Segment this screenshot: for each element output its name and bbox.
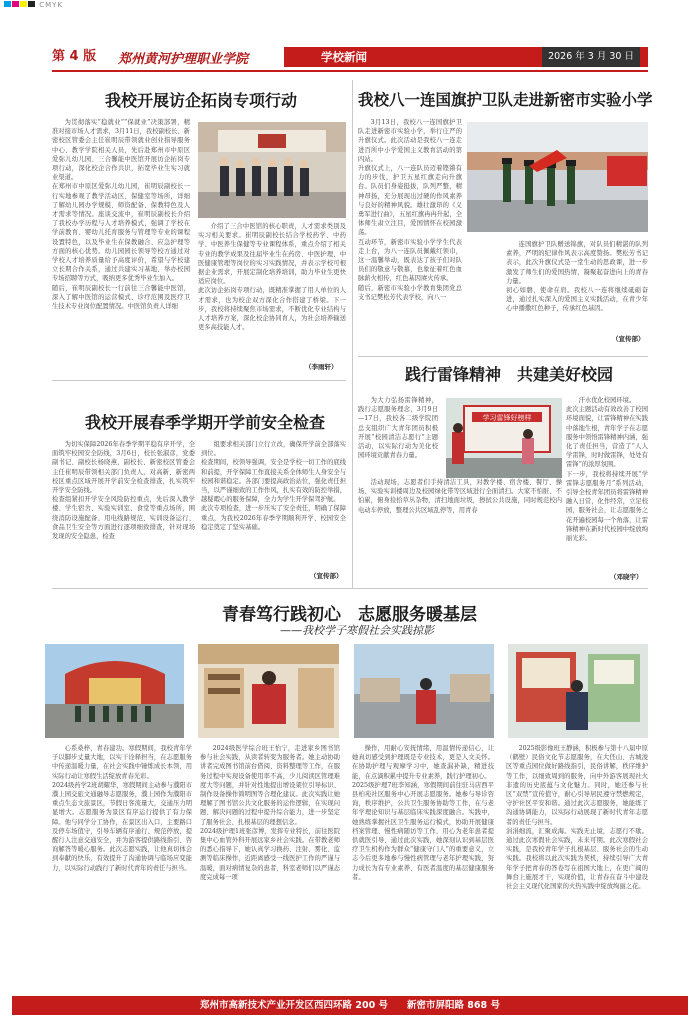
photo-leifeng-image <box>446 398 562 478</box>
photo-volunteer-2-image <box>198 644 339 738</box>
article-body-leifeng-col1b <box>358 478 562 578</box>
paragraph: 介绍了三合中医馆的核心职责，人才需求类别及实习相关要求。崔明辰副校长结合学校药学、中药学、中医养生保健等专业课程体系，重点介绍了相关专业的教学成果及往届毕业生在药房、中医护理、中医健康管理等岗位的实习实践情况，并表示学校可根据企业需求，开展定制化培养培训，助力毕业生更快适应岗位。 此次访企拓岗专项行动，既精准掌握了用人单位的人才需求，也为校企双方深化合作搭建了桥梁。下一步，我校将持续聚焦市场需求，不断优化专业结构与人才培养方案，深化校企协同育人，为社会培养输送更多高技能人才。 <box>198 223 346 332</box>
article-body-volunteer-col1 <box>52 744 192 992</box>
paragraph: 2024级医学综合班王怡宁，走进家乡图书馆参与社会实践，从读者转变为服务者。她主动协助讲者完成图书馆前台借阅、资料整理等工作，在服务过程中实现设备使用率不高，少儿阅读区管理难度大等问题，并针对性地提出增设架位引导标识、制作设备操作简明图等合理化建议。此次实践让她理解了图书馆公共文化服务的运作逻辑，在实现问题、解决问题的过程中提升综合能力，进一步坚定了服务社会、扎根基层的理想信念。 2024级护理1班张彦博，发挥专业特长，前往医院集中心血管外科开展远家乡社会实践。在带教老师的悉心指导下，她认真学习换药、注射、雾化、监测等临床操作，近距离感受一线医护工作的严谨与温暖，面对病情复杂的患者，科室老师们以严谨态度完成每一项 <box>200 745 340 881</box>
paragraph: 2025级影像班王静涵，积极参与第十八届中原（鹤壁）民俗文化节志愿服务，在大伾山、古城浚区等重点园位做好路线指引，民俗讲解，秩序维护等工作，以细致周到的服务，向中外游客展现社火非遗的历史底蕴与文化魅力。同时，她还参与社区“双禁”宣传值守，耐心引导居民遵守禁燃规定，守护社区平安和谐。通过此次志愿服务，她能练了沟通协调能力，以实际行动展现了新时代青年志愿者的责任与担当。 涓涓细流，汇聚成海。实践无止境，志愿行不歇。通过此次寒假社会实践，未来可期。此次寒假社会实践，是我校青年学子扎根基层、服务社会的生动实践。我校将以此次实践为契机，持续引导广大青年学子把青春的答卷写在祖国大地上，在更广阔的舞台上施展才干，实现价值，让青春在奋斗中建设社会主义现代化国家的火热实践中绽放绚丽之花。 <box>506 745 648 891</box>
article-body-volunteer-col3 <box>352 744 494 992</box>
photo-volunteer-1-image <box>45 644 184 738</box>
registration-mark-label: CMYK <box>39 1 64 9</box>
article-subtitle-volunteer: ——我校学子寒假社会实践掠影 <box>280 624 434 637</box>
article-body-volunteer-col2 <box>200 744 340 992</box>
signature-leifeng: （邓晓宇） <box>610 573 643 581</box>
issue-date: 2026 年 3 月 30 日 <box>542 47 640 67</box>
paragraph: 心系桑梓，青春建功。寒假期间，我校青年学子以脚步丈量大地，以实干诠释担当，在志愿服务中传递温暖力量，在社会实践中锤炼成长本领，用实际行动让寒假生活绽放青春光彩。 2024级药学2班胡耀华，寒假期间主动参与濮阳市濮上园交旅文通融导志愿服务，濮上园作为濮阳市重点生态文旅景区，节假日客流量大，交通压力明显增大。志愿服务为景区有序运行提供了有力保障。他与同学分工协作，在景区出入口，主要路口及停车场值守，引导车辆有序通行、规范停放，提醒行人注意交通安全，并为游客提供路线指引、咨询解答等暖心服务。此次志愿实践，让他真切体会到奉献的快乐，有效提升了沟通协调与临场应变能力，以实际行动践行了新时代青年的责任与担当。 <box>52 745 192 872</box>
paragraph: 操作，用耐心安抚情绪，用温情传递信心，让她真切感受到护理既是专业技术，更是人文关怀。在协助护理与观摩学习中，她查漏补缺，精进技能，在点滴积累中提升专业素养，践行护理初心。 2025级护理7班李知涵，寒假期间前往驻马店西平县柏苑社区服务中心开展志愿服务。她参与导诊咨询，秩序维护，公共卫生服务协助等工作，在与老年学理论知识与基层临床实践深度融合。实践中，她熟练掌握社区卫生服务运行模式，协助开展健康档案管理、慢性病随访等工作，用心为老年患者提供就医引导、通过此次实践，她深刻认识到基层医疗卫生机构作为群众“健康守门人”的重要意义，立志今后更多地参与慢性病管理与老年护理实践，努力成长为有专业素养、有医者温度的基层健康服务者。 <box>352 745 494 881</box>
article-title-safety: 我校开展春季学期开学前安全检查 <box>85 413 326 432</box>
photo-flag-guard-image <box>467 122 648 232</box>
photo-volunteer-4 <box>508 644 648 738</box>
article-body-safety-col1 <box>52 440 195 582</box>
paragraph: 连国旗护卫队赠送锦旗，对队员们精湛的队列素养，严明的纪律作风表示高度赞扬。樊松芳书记表示，此次升旗仪式是一堂生动的思政课，进一步激发了师生们的爱国热情，凝聚起奋进向上的青春力量。 初心如磐，使命在肩。我校八一连将继续砥砺奋进，通过扎实深入的爱国主义实践活动，在青少年心中播撒红色种子，传承红色基因。 <box>506 241 648 313</box>
paper-name: 郑州黄河护理职业学院 <box>118 52 249 67</box>
article-body-flag-col1 <box>358 118 462 350</box>
footer-address: 郑州市高新技术产业开发区西四环路 200 号 新密市屏阳路 868 号 <box>12 996 688 1015</box>
article-body-leifeng-col2 <box>566 396 648 574</box>
registration-mark <box>4 1 63 9</box>
photo-visit-image <box>198 122 346 218</box>
paragraph: 为切实保障2026年春季学期平稳有序开学，全面筑牢校园安全防线，3月6日，校长张淑彦，党委副书记、副校长杨晓燕，副校长、新密校区管委会主任崔明辰带领相关部门负责人，对高新、新密两校区重点区域开展开学前安全检查排查，扎实筑牢开学安全防线。 检查组紧扣开学安全风险防控重点，先后深入教学楼、学生宿舍、实验实训室、食堂等重点场所，围绕消防设施配备、用电线路规范、实训设备运行、食品卫生安全等方面进行逐项细致排查，针对现场发现的安全隐患，检查 <box>52 441 195 541</box>
photo-volunteer-4-image <box>508 644 648 738</box>
channel-label: 学校新闻 <box>321 50 367 64</box>
divider <box>52 380 346 381</box>
article-title-flag: 我校八一连国旗护卫队走进新密市实验小学 <box>358 90 653 109</box>
paragraph: 组要求相关部门立行立改，确保开学前全部落实到位。 检查期间，校领导强调，安全是学校一切工作的底线和前提，开学保障工作直接关系全体师生人身安全与校园和谐稳定。各部门要提高政治站位，强化责任担当，以严谨细致的工作作风，扎实有效的防控举措，越疑暇心的服务保障，全力为学生开学保驾护航。 此次专项检查，进一步压实了安全责任，明确了保障重点，为我校2026年春季学期顺利开学、校园安全稳定奠定了坚实基础。 <box>201 441 346 531</box>
photo-volunteer-2 <box>198 644 339 738</box>
photo-flag-guard <box>467 122 648 232</box>
poster-text: 学习雷锋好榜样 <box>482 414 532 422</box>
article-body-visit-col2 <box>198 222 346 368</box>
paragraph: 为贯彻落实“稳就业”“保就业”决策部署，精准对接市场人才需求，3月11日，我校副校长、新密校区管委会主任崔明辰带领就业创业指导服务中心、教学学院相关人员，先后赴郑州市中原区爱弥儿幼儿园、三合馨能中医馆开展访企拓岗专项行动，深化校企合作共识，拓宽毕业生实习就业渠道。 在郑州市中原区爱弥儿幼儿园，崔明辰副校长一行实地参观了教学活动区、保健室等场所，详细了解幼儿园办学规模、师资配备、保教特色及人才需求等情况。座谈交流中，崔明辰副校长介绍了我校办学历程与人才培养模式，强调了学校在学前教育、婴幼儿托育服务与管理等专业的课程设置特色，以及毕业生在保教融合、应急护理等方面的核心优势。幼儿园园长领导等校方通过对学校人才培养质量给予高度评价，希望与学校建立长期合作关系，通过共建实习基地、举办校园专场招聘等方式，吸纳更多优秀毕业生加入。 随后，崔明辰副校长一行前往三合馨能中医馆，深入了解中医馆的运营模式、诊疗范围及医疗卫生技术专业岗位配置情况。中医馆负责人详细 <box>52 119 190 311</box>
article-body-visit-col1 <box>52 118 190 373</box>
paragraph: 3月13日，我校八一连国旗护卫队走进新密市实验小学，举行庄严的升旗仪式。此次活动是我校八一连走进百所中小学爱国主义教育活动的第四站。 升旗仪式上，八一连队员迈着铿锵有力的步伐，护卫五星红旗走向升旗台。队员们身姿挺拔，队列严整，精神昂扬，充分展现出过硬的作风素养与良好的精神风貌。雄壮激昂的《义勇军进行曲》，五星红旗冉冉升起，全体师生肃立注目，爱国情怀在校园激荡。 互动环节，新密市实验小学学生代表走上台，为八一连队员佩戴红领巾，这一温馨举动，既表达了孩子们对队员们的敬意与敬慕，也象征着红色血脉薪火相传，红色基因赓火传承。 随后，新密市实验小学教育集团党总支书记樊松芳代表学校，向八一 <box>358 119 462 301</box>
photo-volunteer-1 <box>45 644 184 738</box>
photo-visit <box>198 122 346 218</box>
divider <box>358 356 648 357</box>
article-title-leifeng: 践行雷锋精神 共建美好校园 <box>405 365 614 384</box>
column-divider <box>352 80 353 588</box>
page-label: 第 4 版 <box>52 49 97 64</box>
photo-volunteer-3-image <box>354 644 494 738</box>
divider <box>52 588 648 589</box>
paragraph: 活动现场，志愿者们手持清洁工具，对教学楼、宿舍楼、餐厅、操场、实验实训楼周边及校园绿化带等区域进行全面清扫。大家不怕脏、不怕累，俯身捡拾草丛杂物，清扫地面垃圾，擦拭公共设施，同时规范校内电动车停放，整理公共区域乱停等，用青春 <box>358 479 562 514</box>
signature-flag: （宣传部） <box>612 335 645 343</box>
photo-volunteer-3 <box>354 644 494 738</box>
article-title-volunteer: 青春笃行践初心 志愿服务暖基层 <box>222 605 477 625</box>
article-body-safety-col2 <box>201 440 346 573</box>
article-body-volunteer-col4 <box>506 744 648 992</box>
masthead-rule <box>52 70 648 72</box>
article-title-visit: 我校开展访企拓岗专项行动 <box>105 91 298 110</box>
paragraph: 汗水优化校园环境。 此次主题活动有效改善了校园环境面貌，让雷锋精神在实践中落地生根，青年学子在志愿服务中领悟雷锋精神内涵，强化了责任担当，营造了“人人学雷锋，时时做雷锋，处处有雷锋”的浓厚氛围。 下一步，我校将持续开展“学雷锋志愿服务月”系列活动，引导全校青年团员将雷锋精神融入日常，化作经常，立足校园，服务社会，让志愿服务之花开遍校园每一个角落，让雷锋精神在新时代校园中绽放绚丽光彩。 <box>566 397 648 543</box>
paragraph: 为大力弘扬雷锋精神，践行志愿服务理念，3月9日—17日，我校各二级学院团总支组织广大青年团员积极开展“校园清洁志愿行”主题活动，以实际行动为美化校园环境贡献青春力量。 <box>358 397 438 460</box>
photo-leifeng <box>446 398 562 478</box>
signature-visit: （李雨轩） <box>305 363 338 371</box>
article-body-flag-col2 <box>506 240 648 348</box>
signature-safety: （宣传部） <box>310 572 343 580</box>
